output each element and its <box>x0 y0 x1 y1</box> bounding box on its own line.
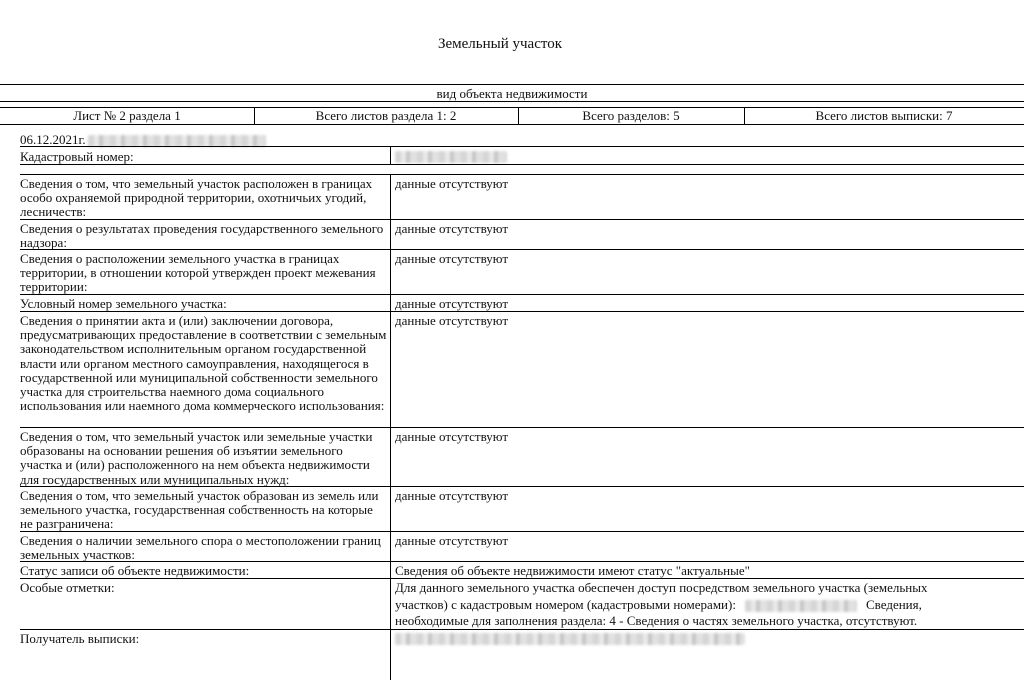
rule <box>0 84 1024 85</box>
special-notes-line-1: Для данного земельного участка обеспечен доступ посредством земельного участка (земельных <box>395 580 928 595</box>
row-label-conditional-number: Условный номер земельного участка: <box>20 296 227 311</box>
redacted-recipient <box>395 633 745 645</box>
row-value: данные отсутствуют <box>395 313 509 328</box>
rule <box>20 219 1024 220</box>
row-label-rental-housing-act: Сведения о принятии акта и (или) заключении договора, предусматривающих предоставление в соответствии с земельным законодательством исполнительным органом государственной власти или органом местного самоуправления, находящегося в государственной или муниципальной собственности земельного участка для строительства наемного дома социального использования или наемного дома коммерческого использования: <box>20 313 387 414</box>
row-label-state-supervision: Сведения о результатах проведения государственного земельного надзора: <box>20 221 384 251</box>
redacted-cadastral-numbers <box>745 600 857 612</box>
column-divider <box>390 146 391 164</box>
redacted-cadastral-number <box>395 151 507 163</box>
rule <box>20 427 1024 428</box>
row-value: данные отсутствуют <box>395 221 509 236</box>
row-label-survey-project: Сведения о расположении земельного участка в границах территории, в отношении которой утвержден проект межевания территории: <box>20 251 376 295</box>
special-notes-line-3: необходимые для заполнения раздела: 4 - Сведения о частях земельного участка, отсутствуют. <box>395 613 918 628</box>
rule <box>20 486 1024 487</box>
object-type-label: вид объекта недвижимости <box>436 86 588 101</box>
section-count: Всего разделов: 5 <box>582 108 680 123</box>
sheet-number: Лист № 2 раздела 1 <box>73 108 181 123</box>
row-value: данные отсутствуют <box>395 251 509 266</box>
extract-sheet-count: Всего листов выписки: 7 <box>815 108 953 123</box>
row-value: данные отсутствуют <box>395 533 509 548</box>
section-sheet-count: Всего листов раздела 1: 2 <box>315 108 457 123</box>
cadastral-number-label: Кадастровый номер: <box>20 149 134 164</box>
rule <box>0 101 1024 102</box>
row-label-unallocated-land: Сведения о том, что земельный участок образован из земель или земельного участка, государственная собственность на которые не разграничена: <box>20 488 379 532</box>
rule <box>20 146 1024 147</box>
rule <box>20 561 1024 562</box>
special-notes-label: Особые отметки: <box>20 580 115 595</box>
recipient-label: Получатель выписки: <box>20 631 140 646</box>
special-notes-line-2a: участков) с кадастровым номером (кадастровыми номерами): <box>395 597 736 612</box>
rule <box>20 164 1024 165</box>
rule <box>20 311 1024 312</box>
row-value: данные отсутствуют <box>395 176 509 191</box>
rule <box>0 124 1024 125</box>
row-value: данные отсутствуют <box>395 429 509 444</box>
row-label-protected-territory: Сведения о том, что земельный участок расположен в границах особо охраняемой природной территории, охотничьих угодий, лесничеств: <box>20 176 373 220</box>
rule <box>20 629 1024 630</box>
rule <box>20 578 1024 579</box>
row-label-record-status: Статус записи об объекте недвижимости: <box>20 563 250 578</box>
document-title: Земельный участок <box>437 36 563 52</box>
row-value: данные отсутствуют <box>395 296 509 311</box>
rule <box>20 531 1024 532</box>
rule <box>20 294 1024 295</box>
date-label: 06.12.2021г. <box>20 132 86 147</box>
row-value: данные отсутствуют <box>395 488 509 503</box>
special-notes-line-2b: Сведения, <box>866 597 922 612</box>
row-value-record-status: Сведения об объекте недвижимости имеют статус "актуальные" <box>395 563 750 578</box>
rule <box>20 174 1024 175</box>
row-label-boundary-dispute: Сведения о наличии земельного спора о местоположении границ земельных участков: <box>20 533 381 563</box>
row-label-seizure-decision: Сведения о том, что земельный участок или земельные участки образованы на основании решения об изъятии земельного участка и (или) расположенного на нем объекта недвижимости для государственных или муниципальных нужд: <box>20 429 373 487</box>
rule <box>20 249 1024 250</box>
